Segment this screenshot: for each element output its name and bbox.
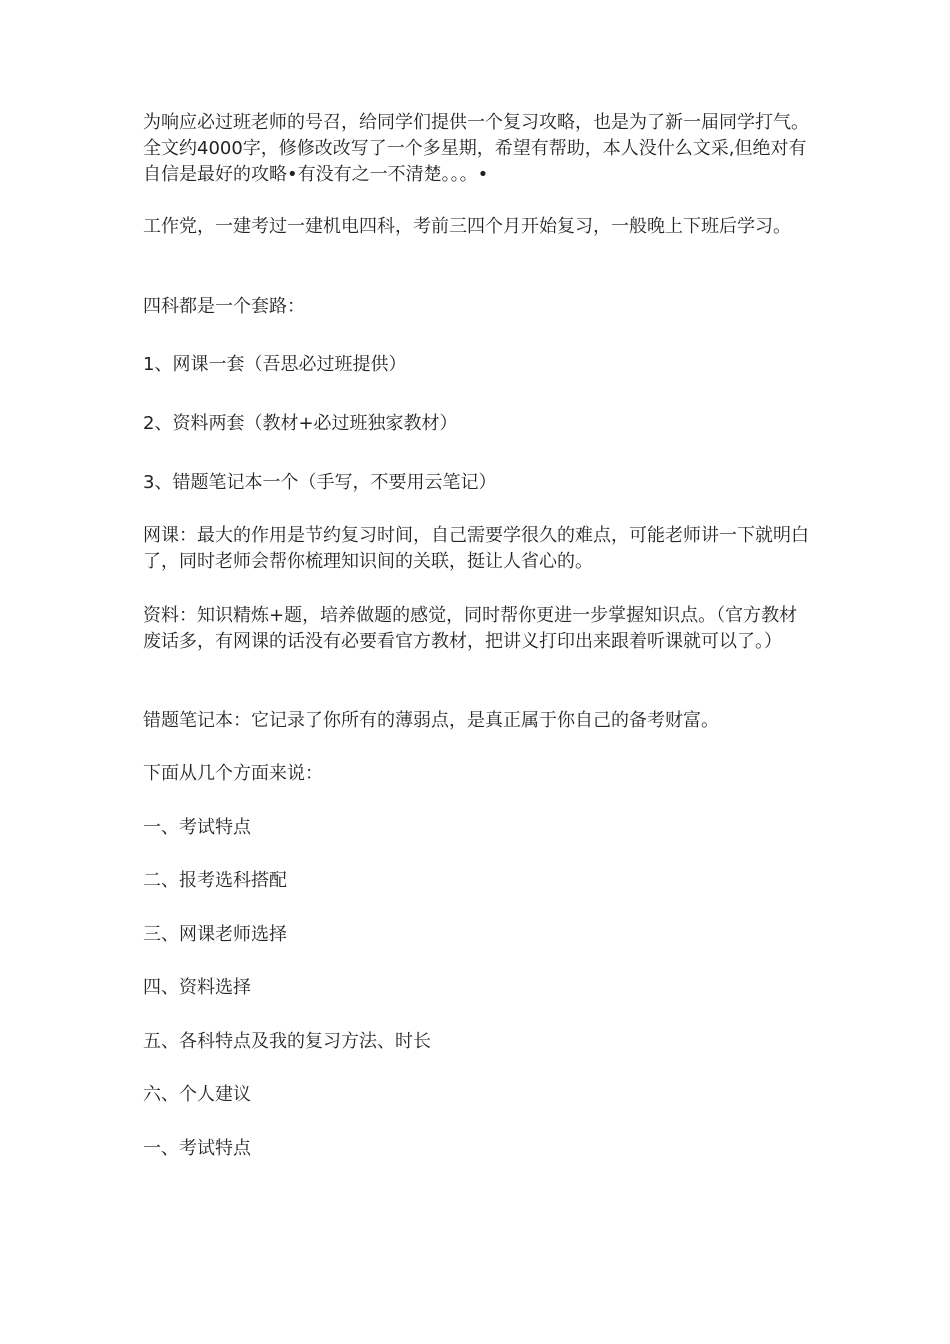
outline-item-5: 五、各科特点及我的复习方法、时长 (143, 1031, 431, 1052)
outline-item-2: 二、报考选科搭配 (143, 870, 287, 891)
materials-paragraph: 资料：知识精炼+题，培养做题的感觉，同时帮你更进一步掌握知识点。（官方教材废话多，有网课的话没有必要看官方教材，把讲义打印出来跟着听课就可以了。） (143, 605, 798, 652)
outline-item-3: 三、网课老师选择 (143, 924, 287, 945)
outline-item-4: 四、资料选择 (143, 977, 251, 998)
online-course-paragraph: 网课：最大的作用是节约复习时间，自己需要学很久的难点，可能老师讲一下就明白了，同时老师会帮你梳理知识间的关联，挺让人省心的。 (143, 525, 809, 572)
section-heading-1: 一、考试特点 (143, 1138, 251, 1159)
list-item-3: 3、错题笔记本一个（手写，不要用云笔记） (143, 472, 497, 493)
notebook-paragraph: 错题笔记本：它记录了你所有的薄弱点，是真正属于你自己的备考财富。 (143, 710, 719, 731)
intro-paragraph: 为响应必过班老师的号召，给同学们提供一个复习攻略，也是为了新一届同学打气。全文约4000字，修修改改写了一个多星期，希望有帮助，本人没什么文采,但绝对有自信是最好的攻略•有没有之一不清楚。。。• (143, 112, 809, 185)
routine-heading: 四科都是一个套路： (143, 296, 305, 317)
list-item-2: 2、资料两套（教材+必过班独家教材） (143, 413, 458, 434)
outline-item-6: 六、个人建议 (143, 1084, 251, 1105)
list-item-1: 1、网课一套（吾思必过班提供） (143, 354, 407, 375)
outline-item-1: 一、考试特点 (143, 817, 251, 838)
outline-intro: 下面从几个方面来说： (143, 763, 323, 784)
background-paragraph: 工作党，一建考过一建机电四科，考前三四个月开始复习，一般晚上下班后学习。 (143, 216, 791, 237)
